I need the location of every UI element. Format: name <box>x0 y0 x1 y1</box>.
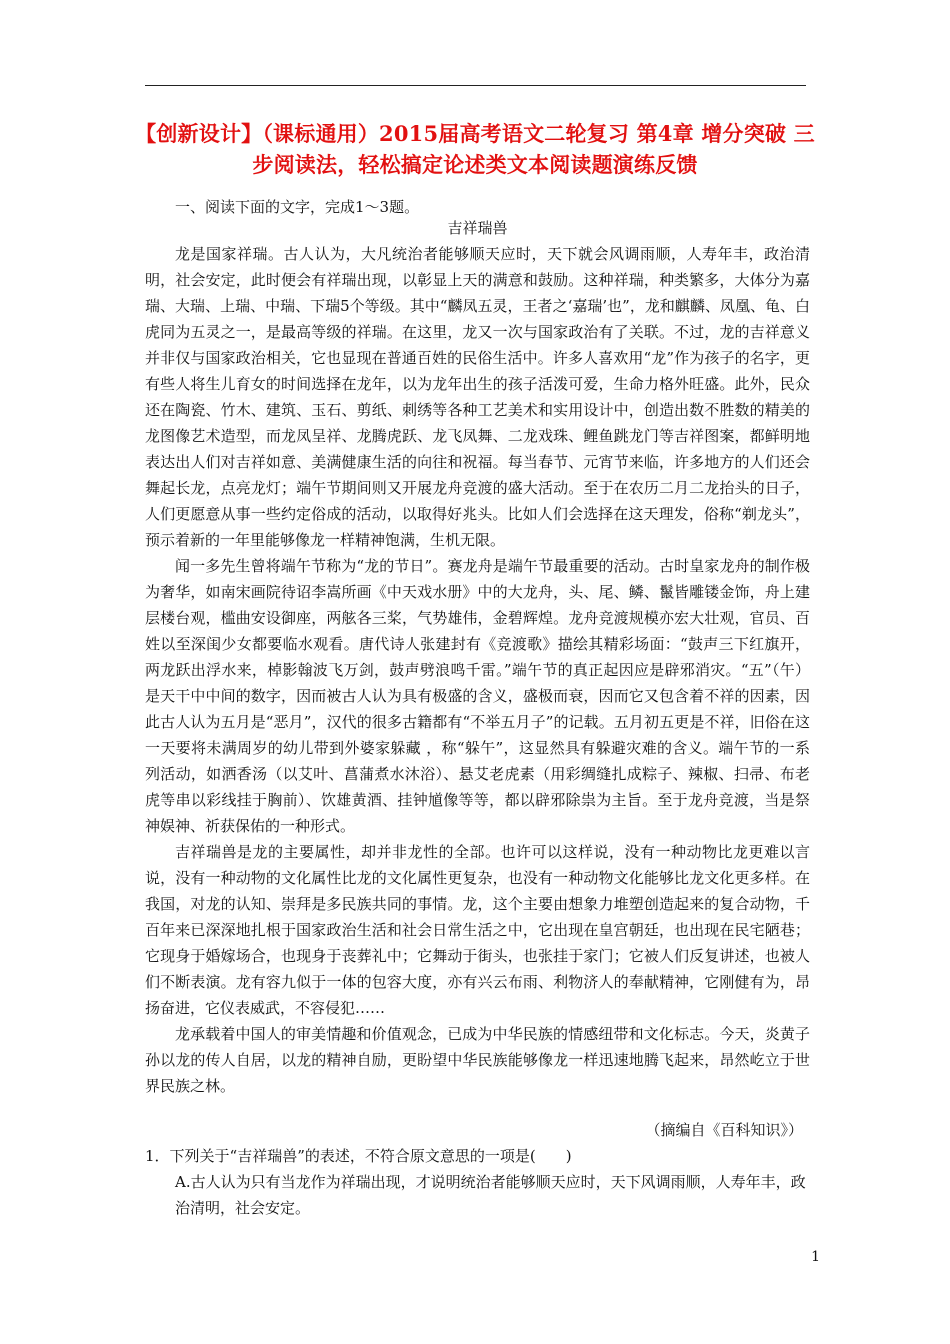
question-1-option-a: A.古人认为只有当龙作为祥瑞出现，才说明统治者能够顺天应时，天下风调雨顺，人寿年丰，政治清明，社会安定。 <box>175 1173 806 1217</box>
document-title: 【创新设计】（课标通用）2015届高考语文二轮复习 第4章 增分突破 三步阅读法，轻松搞定论述类文本阅读题演练反馈 <box>135 121 815 177</box>
header-rule <box>145 85 806 86</box>
question-1 <box>145 1143 810 1221</box>
instruction-text: 一、阅读下面的文字，完成1～3题。 <box>175 198 420 216</box>
paragraph-4: 龙承载着中国人的审美情趣和价值观念，已成为中华民族的情感纽带和文化标志。今天，炎黄子孙以龙的传人自居，以龙的精神自励，更盼望中华民族能够像龙一样迅速地腾飞起来，昂然屹立于世界民族之林。 <box>145 1025 810 1095</box>
article-source: （摘编自《百科知识》） <box>645 1121 803 1139</box>
article-title: 吉祥瑞兽 <box>447 219 508 237</box>
page-number: 1 <box>811 1249 820 1265</box>
paragraph-3: 吉祥瑞兽是龙的主要属性，却并非龙性的全部。也许可以这样说，没有一种动物比龙更难以言说，没有一种动物的文化属性比龙的文化属性更复杂，也没有一种动物文化能够比龙文化更多样。在我国，对龙的认知、崇拜是多民族共同的事情。龙，这个主要由想象力堆塑创造起来的复合动物，千百年来已深深地扎根于国家政治生活和社会日常生活之中，它出现在皇宫朝廷，也出现在民宅陋巷；它现身于婚嫁场合，也现身于丧葬礼中；它舞动于街头，也张挂于家门；它被人们反复讲述，也被人们不断表演。龙有容九似于一体的包容大度，亦有兴云布雨、利物济人的奉献精神，它刚健有为，昂扬奋进，它仪表威武，不容侵犯…… <box>145 843 810 1017</box>
article-body <box>145 241 810 1099</box>
question-1-stem: 1．下列关于“吉祥瑞兽”的表述，不符合原文意思的一项是( ) <box>145 1147 572 1165</box>
paragraph-2: 闻一多先生曾将端午节称为“龙的节日”。赛龙舟是端午节最重要的活动。古时皇家龙舟的制作极为奢华，如南宋画院待诏李嵩所画《中天戏水册》中的大龙舟，头、尾、鳞、鬣皆雕镂金饰，舟上建层楼台观，槛曲安设御座，两舷各三桨，气势雄伟，金碧辉煌。龙舟竞渡规模亦宏大壮观，官员、百姓以至深闺少女都要临水观看。唐代诗人张建封有《竞渡歌》描绘其精彩场面：“鼓声三下红旗开，两龙跃出浮水来，棹影翰波飞万剑，鼓声劈浪鸣千雷。”端午节的真正起因应是辟邪消灾。“五”（午）是天干中中间的数字，因而被古人认为具有极盛的含义，盛极而衰，因而它又包含着不祥的因素，因此古人认为五月是“恶月”，汉代的很多古籍都有“不举五月子”的记载。五月初五更是不祥，旧俗在这一天要将未满周岁的幼儿带到外婆家躲藏 ，称“躲午”，这显然具有躲避灾难的含义。端午节的一系列活动，如洒香汤（以艾叶、菖蒲煮水沐浴）、悬艾老虎素（用彩绸缝扎成粽子、辣椒、扫帚、布老虎等串以彩线挂于胸前）、饮雄黄酒、挂钟馗像等等，都以辟邪除祟为主旨。至于龙舟竞渡，当是祭神娱神、祈获保佑的一种形式。 <box>145 557 810 835</box>
paragraph-1: 龙是国家祥瑞。古人认为，大凡统治者能够顺天应时，天下就会风调雨顺，人寿年丰，政治清明，社会安定，此时便会有祥瑞出现，以彰显上天的满意和鼓励。这种祥瑞，种类繁多，大体分为嘉瑞、大瑞、上瑞、中瑞、下瑞5个等级。其中“麟凤五灵，王者之‘嘉瑞’也”，龙和麒麟、凤凰、龟、白虎同为五灵之一，是最高等级的祥瑞。在这里，龙又一次与国家政治有了关联。不过，龙的吉祥意义并非仅与国家政治相关，它也显现在普通百姓的民俗生活中。许多人喜欢用“龙”作为孩子的名字，更有些人将生儿育女的时间选择在龙年，以为龙年出生的孩子活泼可爱，生命力格外旺盛。此外，民众还在陶瓷、竹木、建筑、玉石、剪纸、刺绣等各种工艺美术和实用设计中，创造出数不胜数的精美的龙图像艺术造型，而龙凤呈祥、龙腾虎跃、龙飞凤舞、二龙戏珠、鲤鱼跳龙门等吉祥图案，都鲜明地表达出人们对吉祥如意、美满健康生活的向往和祝福。每当春节、元宵节来临，许多地方的人们还会舞起长龙，点亮龙灯；端午节期间则又开展龙舟竞渡的盛大活动。至于在农历二月二龙抬头的日子，人们更愿意从事一些约定俗成的活动，以取得好兆头。比如人们会选择在这天理发，俗称“剃龙头”，预示着新的一年里能够像龙一样精神饱满，生机无限。 <box>145 245 810 549</box>
